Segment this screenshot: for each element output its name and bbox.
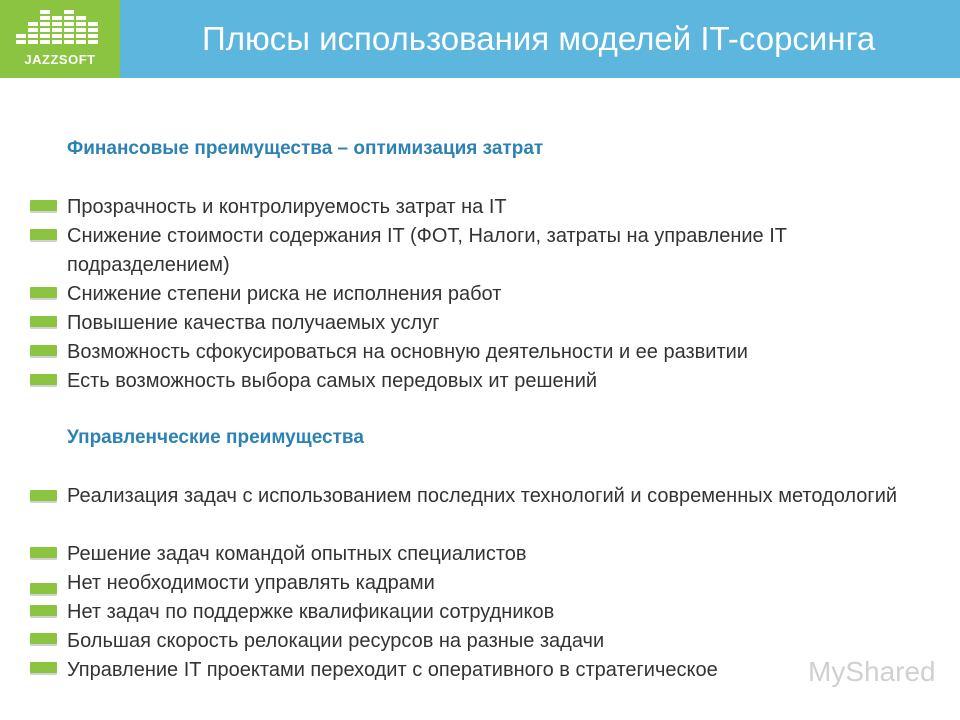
bullet-icon <box>30 345 57 356</box>
bullet-icon <box>30 605 57 616</box>
section-heading-management: Управленческие преимущества <box>67 427 364 448</box>
list-item: Снижение стоимости содержания IT (ФОТ, Налоги, затраты на управление IT подразделением) <box>67 225 787 276</box>
bullet-icon <box>30 287 57 298</box>
list-item: Прозрачность и контролируемость затрат на IT <box>67 196 507 218</box>
list-item: Снижение степени риска не исполнения работ <box>67 283 502 305</box>
list-item: Реализация задач с использованием последних технологий и современных методологий <box>67 485 898 507</box>
bullet-icon <box>30 316 57 327</box>
list-item: Возможность сфокусироваться на основную деятельности и ее развитии <box>67 341 748 363</box>
jazzsoft-logo <box>0 0 120 78</box>
bullet-icon <box>30 583 57 594</box>
watermark-text: MyShared <box>808 656 936 687</box>
list-item: Управление IT проектами переходит с оперативного в стратегическое <box>67 659 718 681</box>
equalizer-logo-icon <box>16 8 104 50</box>
logo-text: JAZZSOFT <box>24 52 96 67</box>
bullet-icon <box>30 200 57 211</box>
bullet-icon <box>30 633 57 644</box>
header-bar <box>0 0 960 78</box>
bullet-icon <box>30 374 57 385</box>
bullet-icon <box>30 662 57 673</box>
list-item: Повышение качества получаемых услуг <box>67 312 440 334</box>
bullet-icon <box>30 229 57 240</box>
list-item: Есть возможность выбора самых передовых ит решений <box>67 370 598 392</box>
list-item: Нет необходимости управлять кадрами <box>67 572 435 594</box>
list-item: Нет задач по поддержке квалификации сотрудников <box>67 601 555 623</box>
list-item: Решение задач командой опытных специалистов <box>67 543 527 565</box>
bullet-icon <box>30 490 57 501</box>
bullet-icon <box>30 547 57 558</box>
section-heading-financial: Финансовые преимущества – оптимизация затрат <box>67 138 544 159</box>
list-item: Большая скорость релокации ресурсов на разные задачи <box>67 630 605 652</box>
slide-title: Плюсы использования моделей IT-сорсинга <box>202 20 876 57</box>
